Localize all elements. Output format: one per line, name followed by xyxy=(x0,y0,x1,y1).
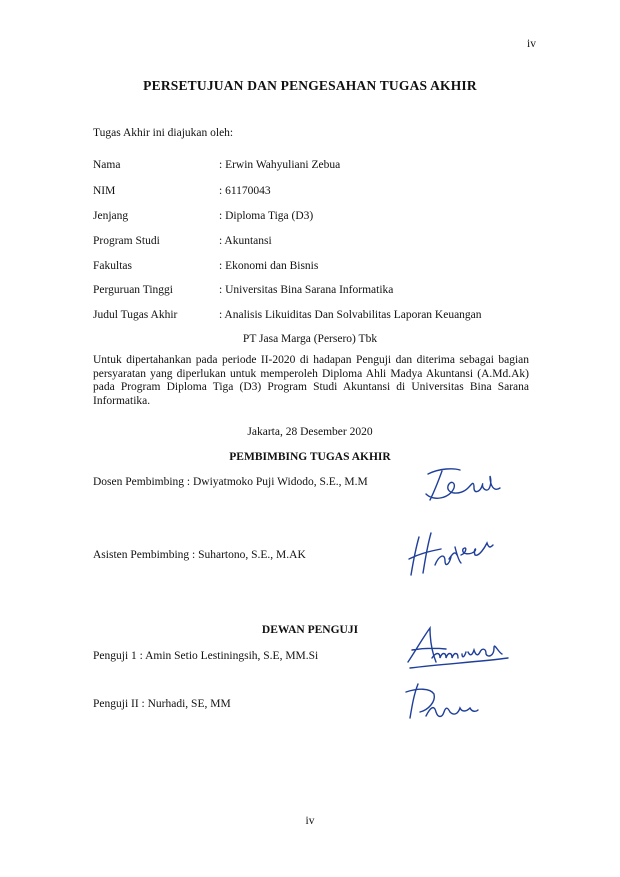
statement-paragraph: Untuk dipertahankan pada periode II-2020 di hadapan Penguji dan diterima sebagai bagian persyaratan yang diperlukan untuk memperoleh Diploma Ahli Madya Akuntansi (A.Md.Ak) pada Program Diploma Tiga (D3) Program Studi Akuntansi di Universitas Bina Sarana Informatika. xyxy=(93,354,529,407)
signature-stroke xyxy=(406,684,478,718)
signature-stroke xyxy=(408,628,508,668)
field-label-nim: NIM xyxy=(93,185,116,197)
intro-text: Tugas Akhir ini diajukan oleh: xyxy=(93,127,234,139)
supervisor-line: Dosen Pembimbing : Dwiyatmoko Puji Widodo, S.E., M.M xyxy=(93,476,368,488)
field-label-nama: Nama xyxy=(93,159,121,171)
supervisor-signature xyxy=(420,458,510,508)
signature-stroke xyxy=(426,469,500,500)
examiner-1-signature xyxy=(402,622,514,670)
place-date: Jakarta, 28 Desember 2020 xyxy=(247,426,373,438)
field-label-program-studi: Program Studi xyxy=(93,235,160,247)
field-label-perguruan-tinggi: Perguruan Tinggi xyxy=(93,284,173,296)
signature-stroke xyxy=(409,533,493,575)
assistant-supervisor-signature xyxy=(405,525,497,580)
field-label-fakultas: Fakultas xyxy=(93,260,132,272)
field-label-judul: Judul Tugas Akhir xyxy=(93,309,178,321)
field-value-nim: : 61170043 xyxy=(219,185,271,197)
page-number-top: iv xyxy=(527,38,536,50)
page-number-bottom: iv xyxy=(305,815,315,827)
field-label-jenjang: Jenjang xyxy=(93,210,129,222)
supervisors-heading: PEMBIMBING TUGAS AKHIR xyxy=(229,451,391,463)
page-title: PERSETUJUAN DAN PENGESAHAN TUGAS AKHIR xyxy=(143,78,477,93)
examiner-1-line: Penguji 1 : Amin Setio Lestiningsih, S.E, MM.Si xyxy=(93,650,319,662)
field-value-jenjang: : Diploma Tiga (D3) xyxy=(219,210,314,222)
field-value-judul: : Analisis Likuiditas Dan Solvabilitas Laporan Keuangan xyxy=(219,309,482,321)
examiner-2-line: Penguji II : Nurhadi, SE, MM xyxy=(93,698,231,710)
field-value-nama: : Erwin Wahyuliani Zebua xyxy=(219,159,341,171)
field-value-program-studi: : Akuntansi xyxy=(219,235,272,247)
field-value-perguruan-tinggi: : Universitas Bina Sarana Informatika xyxy=(219,284,394,296)
examiners-heading: DEWAN PENGUJI xyxy=(261,624,359,636)
examiner-2-signature xyxy=(400,678,482,726)
field-value-judul-continuation: PT Jasa Marga (Persero) Tbk xyxy=(242,333,378,345)
field-value-fakultas: : Ekonomi dan Bisnis xyxy=(219,260,319,272)
assistant-supervisor-line: Asisten Pembimbing : Suhartono, S.E., M.AK xyxy=(93,549,306,561)
